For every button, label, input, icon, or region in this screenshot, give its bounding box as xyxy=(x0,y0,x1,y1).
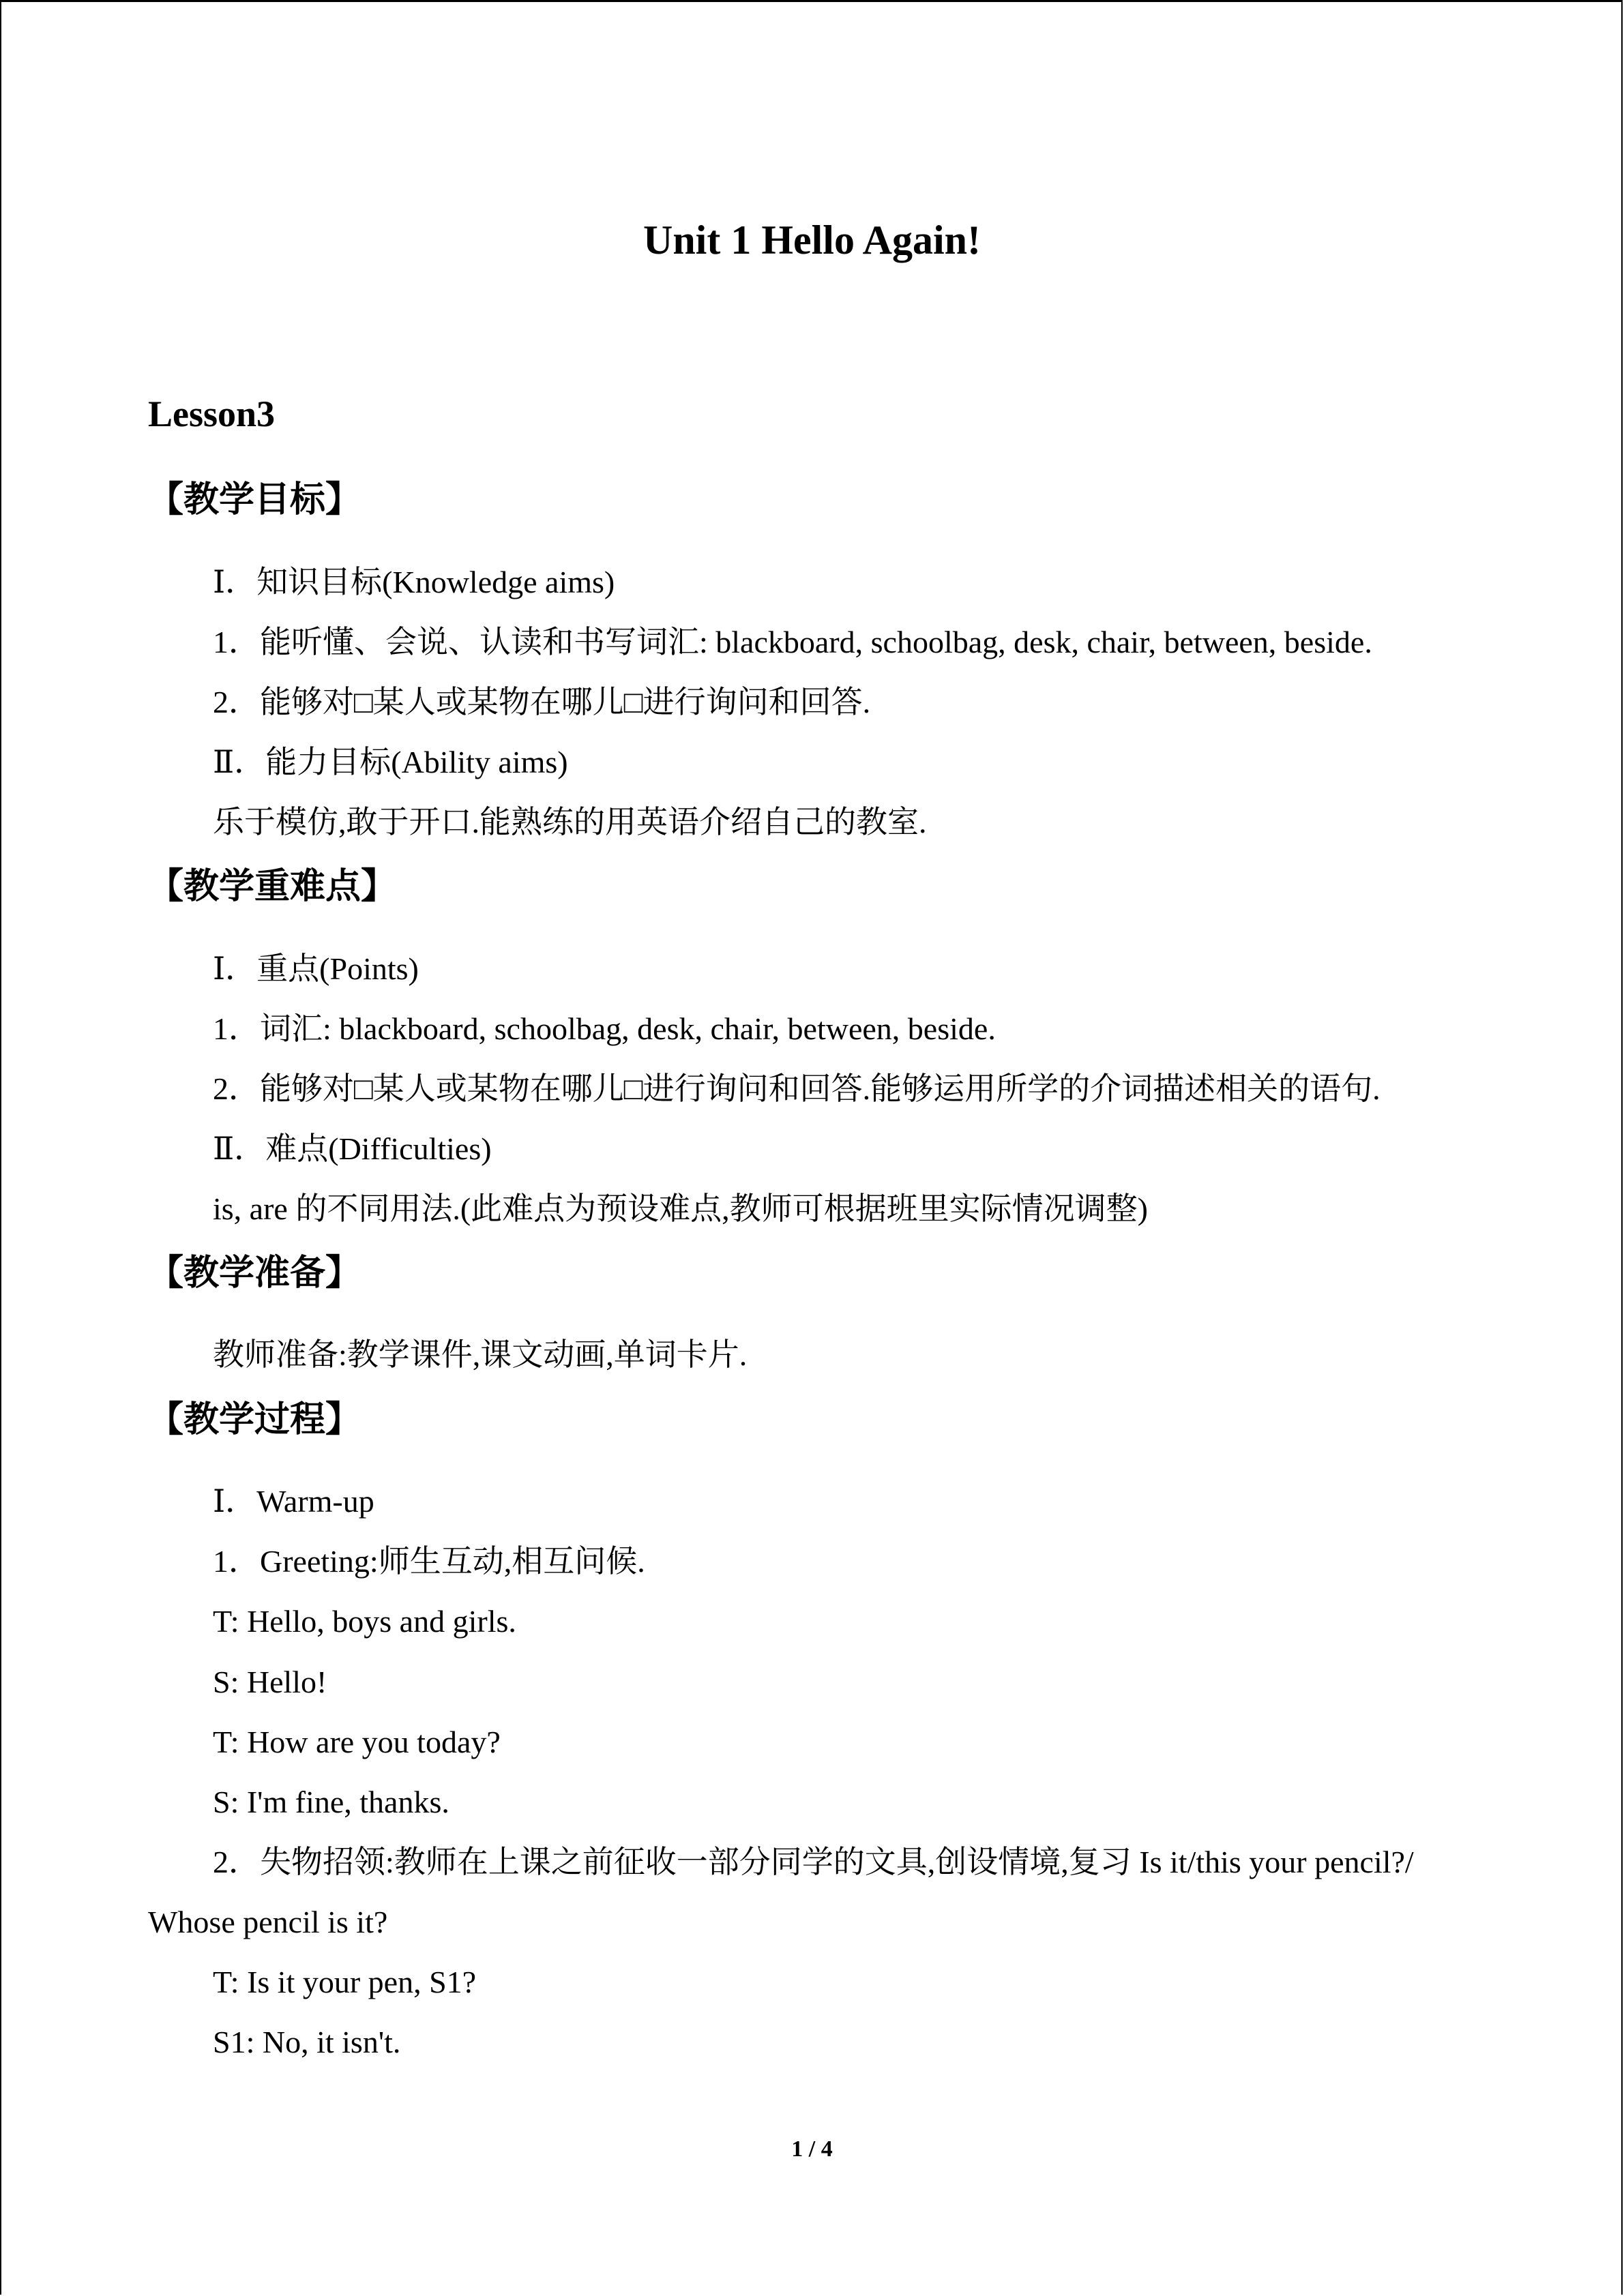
aims-line: 2．能够对□某人或某物在哪儿□进行询问和回答. xyxy=(213,685,871,719)
section-heading-process: 【教学过程】 xyxy=(148,1399,361,1440)
process-line: S: Hello! xyxy=(213,1665,327,1699)
aims-line: 1．能听懂、会说、认读和书写词汇: blackboard, schoolbag, desk, chair, between, beside. xyxy=(213,625,1372,659)
process-line: Ⅰ．Warm-up xyxy=(213,1484,374,1519)
process-line: T: Hello, boys and girls. xyxy=(213,1604,516,1639)
process-line: T: Is it your pen, S1? xyxy=(213,1965,477,1999)
section-heading-preparation: 【教学准备】 xyxy=(148,1253,361,1294)
aims-line: Ⅱ．能力目标(Ability aims) xyxy=(213,745,568,779)
section-heading-aims: 【教学目标】 xyxy=(148,479,361,520)
key-points-line: Ⅱ．难点(Difficulties) xyxy=(213,1131,492,1166)
process-line: 2．失物招领:教师在上课之前征收一部分同学的文具,创设情境,复习 Is it/this your pencil?/ xyxy=(213,1845,1414,1879)
aims-line: Ⅰ．知识目标(Knowledge aims) xyxy=(213,565,615,599)
section-heading-key-points: 【教学重难点】 xyxy=(148,866,397,907)
key-points-line: Ⅰ．重点(Points) xyxy=(213,951,419,986)
key-points-line: 1．词汇: blackboard, schoolbag, desk, chair, between, beside. xyxy=(213,1011,996,1046)
key-points-line: is, are 的不同用法.(此难点为预设难点,教师可根据班里实际情况调整) xyxy=(213,1191,1148,1226)
process-line: T: How are you today? xyxy=(213,1725,501,1759)
process-line: S1: No, it isn't. xyxy=(213,2025,401,2059)
page-number: 1 / 4 xyxy=(791,2136,833,2162)
preparation-line: 教师准备:教学课件,课文动画,单词卡片. xyxy=(213,1337,748,1372)
aims-line: 乐于模仿,敢于开口.能熟练的用英语介绍自己的教室. xyxy=(213,805,927,839)
process-line: 1．Greeting:师生互动,相互问候. xyxy=(213,1544,645,1579)
key-points-line: 2．能够对□某人或某物在哪儿□进行询问和回答.能够运用所学的介词描述相关的语句. xyxy=(213,1071,1381,1106)
process-line: S: I'm fine, thanks. xyxy=(213,1785,449,1819)
lesson-label: Lesson3 xyxy=(148,393,276,434)
document-title: Unit 1 Hello Again! xyxy=(643,218,981,263)
process-line: Whose pencil is it? xyxy=(148,1905,388,1939)
